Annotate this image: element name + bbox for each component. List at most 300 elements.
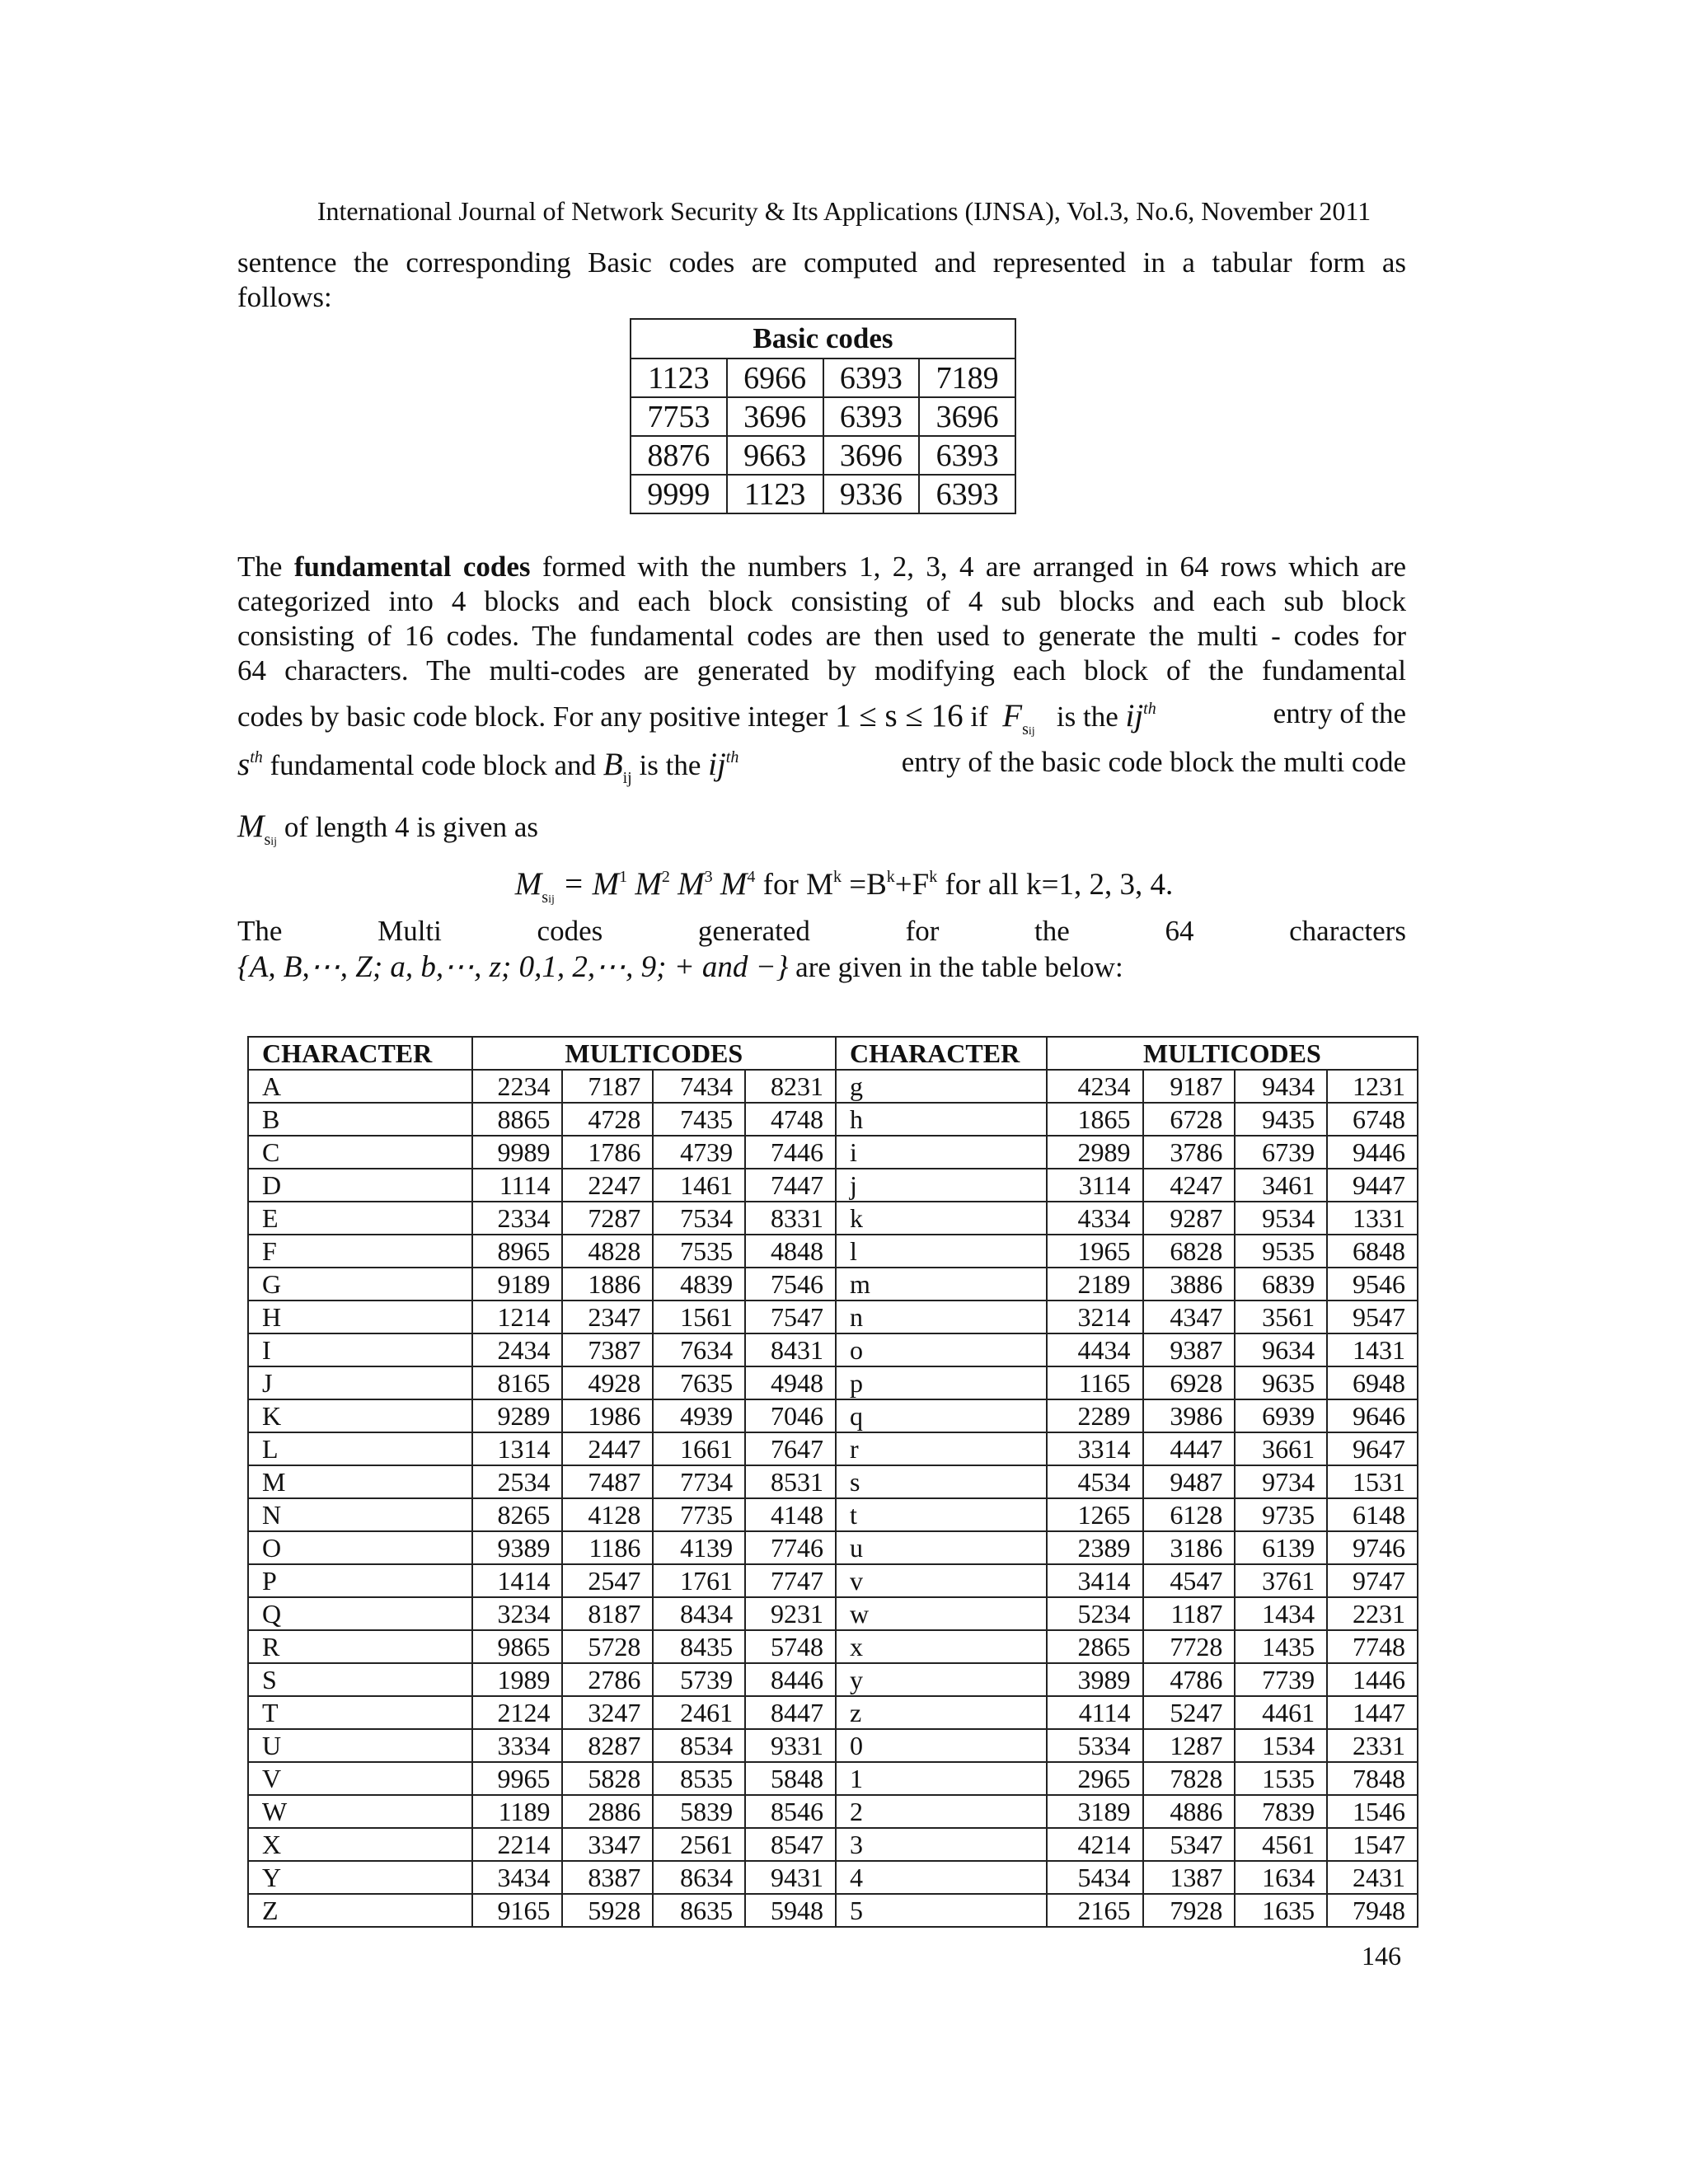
table-row: [248, 1663, 1418, 1696]
multicode-cell: 9287: [1143, 1202, 1236, 1235]
multicode-cell: 7046: [745, 1399, 836, 1432]
multicode-cell: 7828: [1143, 1762, 1236, 1795]
multicode-cell: 7647: [745, 1432, 836, 1465]
multicode-cell: 9434: [1235, 1070, 1327, 1103]
multicode-cell: 8534: [653, 1729, 745, 1762]
multicode-cell: 4839: [653, 1268, 745, 1301]
multicode-cell: 2989: [1047, 1136, 1143, 1169]
intro-line-2: follows:: [237, 281, 332, 313]
multicode-cell: 4786: [1143, 1663, 1236, 1696]
header-multicodes: MULTICODES: [1047, 1037, 1418, 1070]
character-cell: Q: [248, 1597, 472, 1630]
multicode-cell: 7928: [1143, 1894, 1236, 1927]
multicode-cell: 4886: [1143, 1795, 1236, 1828]
multicode-cell: 8265: [472, 1498, 563, 1531]
multicode-cell: 6148: [1327, 1498, 1418, 1531]
journal-header: International Journal of Network Security & Its Applications (IJNSA), Vol.3, No.6, November 2011: [316, 196, 1372, 226]
multicode-cell: 7746: [745, 1531, 836, 1564]
multicode-cell: 7635: [653, 1366, 745, 1399]
multicode-cell: 4114: [1047, 1696, 1143, 1729]
character-cell: x: [836, 1630, 1047, 1663]
multicode-cell: 3561: [1235, 1301, 1327, 1333]
character-cell: B: [248, 1103, 472, 1136]
multicode-cell: 9534: [1235, 1202, 1327, 1235]
formula-f: +F: [894, 868, 930, 902]
intro-line-1: sentence the corresponding Basic codes are computed and represented in a tabular form as: [237, 246, 1406, 279]
header-character: CHARACTER: [836, 1037, 1047, 1070]
basic-code-cell: 6393: [823, 359, 920, 397]
multicode-cell: 1965: [1047, 1235, 1143, 1268]
superscript: k: [929, 868, 938, 886]
character-cell: H: [248, 1301, 472, 1333]
multicode-cell: 7487: [562, 1465, 653, 1498]
multicode-cell: 7739: [1235, 1663, 1327, 1696]
superscript: k: [832, 868, 842, 886]
multicode-cell: 5434: [1047, 1861, 1143, 1894]
text-run: entry of the: [1273, 697, 1406, 729]
multicode-cell: 2234: [472, 1070, 563, 1103]
multicode-cell: 4447: [1143, 1432, 1236, 1465]
subscript: sij: [264, 831, 278, 849]
table-row: [248, 1531, 1418, 1564]
multicode-cell: 1535: [1235, 1762, 1327, 1795]
character-cell: F: [248, 1235, 472, 1268]
multicode-cell: 9447: [1327, 1169, 1418, 1202]
multicode-cell: 9965: [472, 1762, 563, 1795]
character-cell: R: [248, 1630, 472, 1663]
text-run: The: [237, 551, 294, 583]
table-row: [248, 1333, 1418, 1366]
basic-code-cell: 6393: [823, 397, 920, 436]
multicode-cell: 3886: [1143, 1268, 1236, 1301]
multicode-cell: 9547: [1327, 1301, 1418, 1333]
formula-tail: for all k=1, 2, 3, 4.: [937, 868, 1174, 902]
multicodes-table: [247, 1036, 1418, 1928]
multicode-cell: 5347: [1143, 1828, 1236, 1861]
superscript: th: [1143, 700, 1156, 718]
table-row: [248, 1894, 1418, 1927]
multicode-cell: 5828: [562, 1762, 653, 1795]
multicode-cell: 2434: [472, 1333, 563, 1366]
multicode-cell: 6739: [1235, 1136, 1327, 1169]
character-cell: G: [248, 1268, 472, 1301]
multicode-cell: 7747: [745, 1564, 836, 1597]
symbol-ij: ij: [1125, 698, 1144, 733]
character-cell: L: [248, 1432, 472, 1465]
multicode-cell: 5848: [745, 1762, 836, 1795]
multicode-cell: 8531: [745, 1465, 836, 1498]
multicode-cell: 4234: [1047, 1070, 1143, 1103]
basic-code-cell: 9999: [631, 475, 727, 513]
multicode-cell: 4347: [1143, 1301, 1236, 1333]
text-run: of length 4 is given as: [284, 811, 538, 843]
character-set-line: [237, 950, 1406, 985]
character-cell: M: [248, 1465, 472, 1498]
multicode-cell: 7848: [1327, 1762, 1418, 1795]
character-cell: 1: [836, 1762, 1047, 1795]
multicode-cell: 2389: [1047, 1531, 1143, 1564]
multicode-cell: 1331: [1327, 1202, 1418, 1235]
multicode-cell: 3234: [472, 1597, 563, 1630]
multicode-cell: 7287: [562, 1202, 653, 1235]
multicode-cell: 8546: [745, 1795, 836, 1828]
character-cell: W: [248, 1795, 472, 1828]
multicode-cell: 1165: [1047, 1366, 1143, 1399]
basic-code-cell: 6393: [919, 436, 1015, 475]
multicode-cell: 3214: [1047, 1301, 1143, 1333]
fundamental-line-2: categorized into 4 blocks and each block consisting of 4 sub blocks and each sub block: [237, 585, 1406, 617]
multicode-cell: 6139: [1235, 1531, 1327, 1564]
multicode-cell: 1186: [562, 1531, 653, 1564]
symbol-m: M: [237, 808, 265, 844]
multicode-cell: 9387: [1143, 1333, 1236, 1366]
basic-code-cell: 6393: [919, 475, 1015, 513]
multicode-cell: 9746: [1327, 1531, 1418, 1564]
multicode-cell: 9331: [745, 1729, 836, 1762]
multicode-cell: 1287: [1143, 1729, 1236, 1762]
multicode-cell: 4547: [1143, 1564, 1236, 1597]
character-cell: w: [836, 1597, 1047, 1630]
basic-code-cell: 7753: [631, 397, 727, 436]
basic-codes-row: [631, 397, 1015, 436]
multicode-cell: 3347: [562, 1828, 653, 1861]
multicode-cell: 4334: [1047, 1202, 1143, 1235]
character-cell: D: [248, 1169, 472, 1202]
multicode-cell: 1761: [653, 1564, 745, 1597]
text-run: if: [970, 701, 996, 733]
text-run: is the: [1049, 701, 1126, 733]
multicode-cell: 2189: [1047, 1268, 1143, 1301]
table-row: [248, 1202, 1418, 1235]
multicode-cell: 7446: [745, 1136, 836, 1169]
character-cell: 3: [836, 1828, 1047, 1861]
multicode-cell: 3189: [1047, 1795, 1143, 1828]
text-run: codes by basic code block. For any positive integer: [237, 701, 836, 733]
multicode-cell: 8187: [562, 1597, 653, 1630]
character-cell: 4: [836, 1861, 1047, 1894]
character-set: {A, B,⋯, Z; a, b,⋯, z; 0,1, 2,⋯, 9; + and −}: [237, 950, 789, 984]
multicode-cell: 4939: [653, 1399, 745, 1432]
symbol-ij: ij: [708, 747, 726, 782]
table-row: [248, 1169, 1418, 1202]
character-cell: I: [248, 1333, 472, 1366]
character-cell: Z: [248, 1894, 472, 1927]
multicode-cell: 8547: [745, 1828, 836, 1861]
multicode-cell: 2886: [562, 1795, 653, 1828]
multicode-cell: 3314: [1047, 1432, 1143, 1465]
symbol-s: s: [237, 747, 251, 782]
basic-codes-row: [631, 359, 1015, 397]
character-cell: o: [836, 1333, 1047, 1366]
word: 64: [1165, 915, 1194, 947]
multicode-cell: 6948: [1327, 1366, 1418, 1399]
multicode-cell: 9989: [472, 1136, 563, 1169]
table-row: [248, 1070, 1418, 1103]
multicode-cell: 7948: [1327, 1894, 1418, 1927]
multicode-cell: 1886: [562, 1268, 653, 1301]
multicode-cell: 5839: [653, 1795, 745, 1828]
multicode-cell: 8965: [472, 1235, 563, 1268]
multicode-cell: 7735: [653, 1498, 745, 1531]
multicode-cell: 3661: [1235, 1432, 1327, 1465]
multicode-cell: 5748: [745, 1630, 836, 1663]
multicode-cell: 2534: [472, 1465, 563, 1498]
subscript: ij: [622, 769, 632, 787]
character-cell: K: [248, 1399, 472, 1432]
multicode-cell: 9435: [1235, 1103, 1327, 1136]
multicode-cell: 9646: [1327, 1399, 1418, 1432]
character-cell: E: [248, 1202, 472, 1235]
multicode-cell: 9446: [1327, 1136, 1418, 1169]
multicode-cell: 1986: [562, 1399, 653, 1432]
multicode-cell: 9635: [1235, 1366, 1327, 1399]
multicode-cell: 3334: [472, 1729, 563, 1762]
multicode-cell: 7734: [653, 1465, 745, 1498]
multicode-cell: 9546: [1327, 1268, 1418, 1301]
multicode-cell: 2965: [1047, 1762, 1143, 1795]
character-cell: t: [836, 1498, 1047, 1531]
multicode-cell: 2561: [653, 1828, 745, 1861]
header-character: CHARACTER: [248, 1037, 472, 1070]
character-cell: 2: [836, 1795, 1047, 1828]
character-cell: z: [836, 1696, 1047, 1729]
multicode-cell: 8231: [745, 1070, 836, 1103]
character-cell: T: [248, 1696, 472, 1729]
character-cell: l: [836, 1235, 1047, 1268]
multicode-cell: 9747: [1327, 1564, 1418, 1597]
multicodes-body: [248, 1070, 1418, 1927]
multicode-cell: 2865: [1047, 1630, 1143, 1663]
superscript: 1: [619, 868, 628, 886]
multicode-cell: 8331: [745, 1202, 836, 1235]
symbol-b: B: [603, 747, 623, 782]
table-row: [248, 1828, 1418, 1861]
multicode-cell: 6728: [1143, 1103, 1236, 1136]
multicode-cell: 1786: [562, 1136, 653, 1169]
multicode-cell: 7534: [653, 1202, 745, 1235]
multicode-cell: 2289: [1047, 1399, 1143, 1432]
fundamental-line-4: 64 characters. The multi-codes are generated by modifying each block of the fundamental: [237, 654, 1406, 687]
table-row: [248, 1366, 1418, 1399]
fundamental-line-1: [237, 550, 1406, 584]
multicode-cell: 9735: [1235, 1498, 1327, 1531]
superscript: 2: [661, 868, 670, 886]
basic-codes-row: [631, 475, 1015, 513]
formula-m4: M: [720, 866, 748, 902]
character-cell: n: [836, 1301, 1047, 1333]
word: The: [237, 915, 283, 947]
basic-code-cell: 3696: [727, 397, 823, 436]
multicode-cell: 9431: [745, 1861, 836, 1894]
multicode-cell: 3414: [1047, 1564, 1143, 1597]
header-multicodes: MULTICODES: [472, 1037, 836, 1070]
text-run: entry of the basic code block the multi code: [901, 746, 1406, 778]
character-cell: h: [836, 1103, 1047, 1136]
table-row: [248, 1762, 1418, 1795]
multicode-cell: 8387: [562, 1861, 653, 1894]
multicode-cell: 7634: [653, 1333, 745, 1366]
formula-m3: M: [678, 866, 705, 902]
multicode-cell: 2447: [562, 1432, 653, 1465]
multicode-cell: 4561: [1235, 1828, 1327, 1861]
multicode-cell: 8434: [653, 1597, 745, 1630]
multicode-cell: 9289: [472, 1399, 563, 1432]
multicode-cell: 8865: [472, 1103, 563, 1136]
multicode-cell: 1634: [1235, 1861, 1327, 1894]
multicode-cell: 9865: [472, 1630, 563, 1663]
basic-code-cell: 9663: [727, 436, 823, 475]
multicode-cell: 8635: [653, 1894, 745, 1927]
multicode-cell: 7728: [1143, 1630, 1236, 1663]
multicode-cell: 3986: [1143, 1399, 1236, 1432]
multicode-cell: 1989: [472, 1663, 563, 1696]
table-row: [248, 1136, 1418, 1169]
multicode-cell: 5334: [1047, 1729, 1143, 1762]
multicode-cell: 5739: [653, 1663, 745, 1696]
formula-b: =B: [841, 868, 887, 902]
multicode-cell: 7535: [653, 1235, 745, 1268]
word: Multi: [377, 915, 442, 947]
multicode-cell: 1231: [1327, 1070, 1418, 1103]
multicode-cell: 3989: [1047, 1663, 1143, 1696]
character-cell: J: [248, 1366, 472, 1399]
multicode-cell: 4247: [1143, 1169, 1236, 1202]
multicode-cell: 9634: [1235, 1333, 1327, 1366]
table-row: [248, 1465, 1418, 1498]
multicode-cell: 6839: [1235, 1268, 1327, 1301]
table-row: [248, 1597, 1418, 1630]
word: generated: [697, 915, 810, 947]
multicode-cell: 3114: [1047, 1169, 1143, 1202]
multicode-cell: 1414: [472, 1564, 563, 1597]
table-row: [248, 1861, 1418, 1894]
superscript: 4: [747, 868, 756, 886]
multicode-cell: 4148: [745, 1498, 836, 1531]
table-row: [248, 1795, 1418, 1828]
multicode-cell: 6128: [1143, 1498, 1236, 1531]
bold-term: fundamental codes: [293, 551, 531, 583]
multi-codes-intro: [237, 914, 1406, 949]
basic-code-cell: 9336: [823, 475, 920, 513]
multicode-cell: 5728: [562, 1630, 653, 1663]
multicode-cell: 2547: [562, 1564, 653, 1597]
multicode-cell: 2461: [653, 1696, 745, 1729]
table-row: [248, 1630, 1418, 1663]
multicode-cell: 1865: [1047, 1103, 1143, 1136]
multicode-cell: 2247: [562, 1169, 653, 1202]
character-cell: r: [836, 1432, 1047, 1465]
range-expression: 1 ≤ s ≤ 16: [835, 698, 964, 733]
basic-codes-table: [630, 318, 1016, 514]
basic-code-cell: 7189: [919, 359, 1015, 397]
multicode-cell: 4139: [653, 1531, 745, 1564]
multicode-cell: 1189: [472, 1795, 563, 1828]
character-cell: k: [836, 1202, 1047, 1235]
fundamental-codes-paragraph: [237, 550, 1406, 688]
multicode-cell: 3761: [1235, 1564, 1327, 1597]
character-cell: O: [248, 1531, 472, 1564]
basic-code-cell: 1123: [727, 475, 823, 513]
basic-code-cell: 1123: [631, 359, 727, 397]
multicode-formula: [0, 865, 1688, 907]
multicode-cell: 9734: [1235, 1465, 1327, 1498]
multicode-cell: 1635: [1235, 1894, 1327, 1927]
word: codes: [537, 915, 603, 947]
multicode-cell: 2231: [1327, 1597, 1418, 1630]
basic-codes-body: [631, 359, 1015, 513]
multicode-cell: 1531: [1327, 1465, 1418, 1498]
character-cell: j: [836, 1169, 1047, 1202]
multicode-cell: 4848: [745, 1235, 836, 1268]
multicode-cell: 7435: [653, 1103, 745, 1136]
multicode-cell: 1187: [1143, 1597, 1236, 1630]
multicode-cell: 9487: [1143, 1465, 1236, 1498]
multicode-cell: 1546: [1327, 1795, 1418, 1828]
table-row: [248, 1268, 1418, 1301]
subscript: sij: [542, 888, 555, 907]
multicode-cell: 2786: [562, 1663, 653, 1696]
basic-code-cell: 8876: [631, 436, 727, 475]
table-row: [248, 1235, 1418, 1268]
multicode-cell: 6939: [1235, 1399, 1327, 1432]
symbol-f: F: [1002, 698, 1023, 733]
multicode-cell: 1434: [1235, 1597, 1327, 1630]
multicode-cell: 7839: [1235, 1795, 1327, 1828]
multicode-cell: 9535: [1235, 1235, 1327, 1268]
character-cell: i: [836, 1136, 1047, 1169]
multicode-cell: 8435: [653, 1630, 745, 1663]
multicode-cell: 3786: [1143, 1136, 1236, 1169]
multicode-cell: 1435: [1235, 1630, 1327, 1663]
multicode-cell: 8287: [562, 1729, 653, 1762]
character-cell: S: [248, 1663, 472, 1696]
multicode-cell: 6828: [1143, 1235, 1236, 1268]
table-row: [248, 1301, 1418, 1333]
character-cell: s: [836, 1465, 1047, 1498]
multicode-cell: 8446: [745, 1663, 836, 1696]
multicode-cell: 1447: [1327, 1696, 1418, 1729]
multicode-cell: 9165: [472, 1894, 563, 1927]
multicode-cell: 6928: [1143, 1366, 1236, 1399]
multicode-cell: 7434: [653, 1070, 745, 1103]
multicode-cell: 9189: [472, 1268, 563, 1301]
character-cell: m: [836, 1268, 1047, 1301]
table-row: [248, 1729, 1418, 1762]
multicode-cell: 4461: [1235, 1696, 1327, 1729]
multicode-cell: 4928: [562, 1366, 653, 1399]
word: characters: [1289, 915, 1406, 947]
page-number: 146: [1362, 1941, 1401, 1971]
multicode-cell: 4739: [653, 1136, 745, 1169]
multicode-cell: 7387: [562, 1333, 653, 1366]
character-cell: g: [836, 1070, 1047, 1103]
multicode-cell: 2347: [562, 1301, 653, 1333]
multicode-cell: 1461: [653, 1169, 745, 1202]
table-row: [248, 1498, 1418, 1531]
multicode-cell: 4214: [1047, 1828, 1143, 1861]
intro-paragraph: [237, 246, 1406, 315]
formula-eq: = M: [554, 866, 620, 902]
character-cell: q: [836, 1399, 1047, 1432]
multicode-cell: 8634: [653, 1861, 745, 1894]
multicode-cell: 9647: [1327, 1432, 1418, 1465]
character-cell: V: [248, 1762, 472, 1795]
multicode-cell: 3434: [472, 1861, 563, 1894]
definition-line-2: [237, 746, 1406, 789]
multicode-cell: 2431: [1327, 1861, 1418, 1894]
formula-for: for M: [762, 868, 833, 902]
basic-code-cell: 3696: [823, 436, 920, 475]
